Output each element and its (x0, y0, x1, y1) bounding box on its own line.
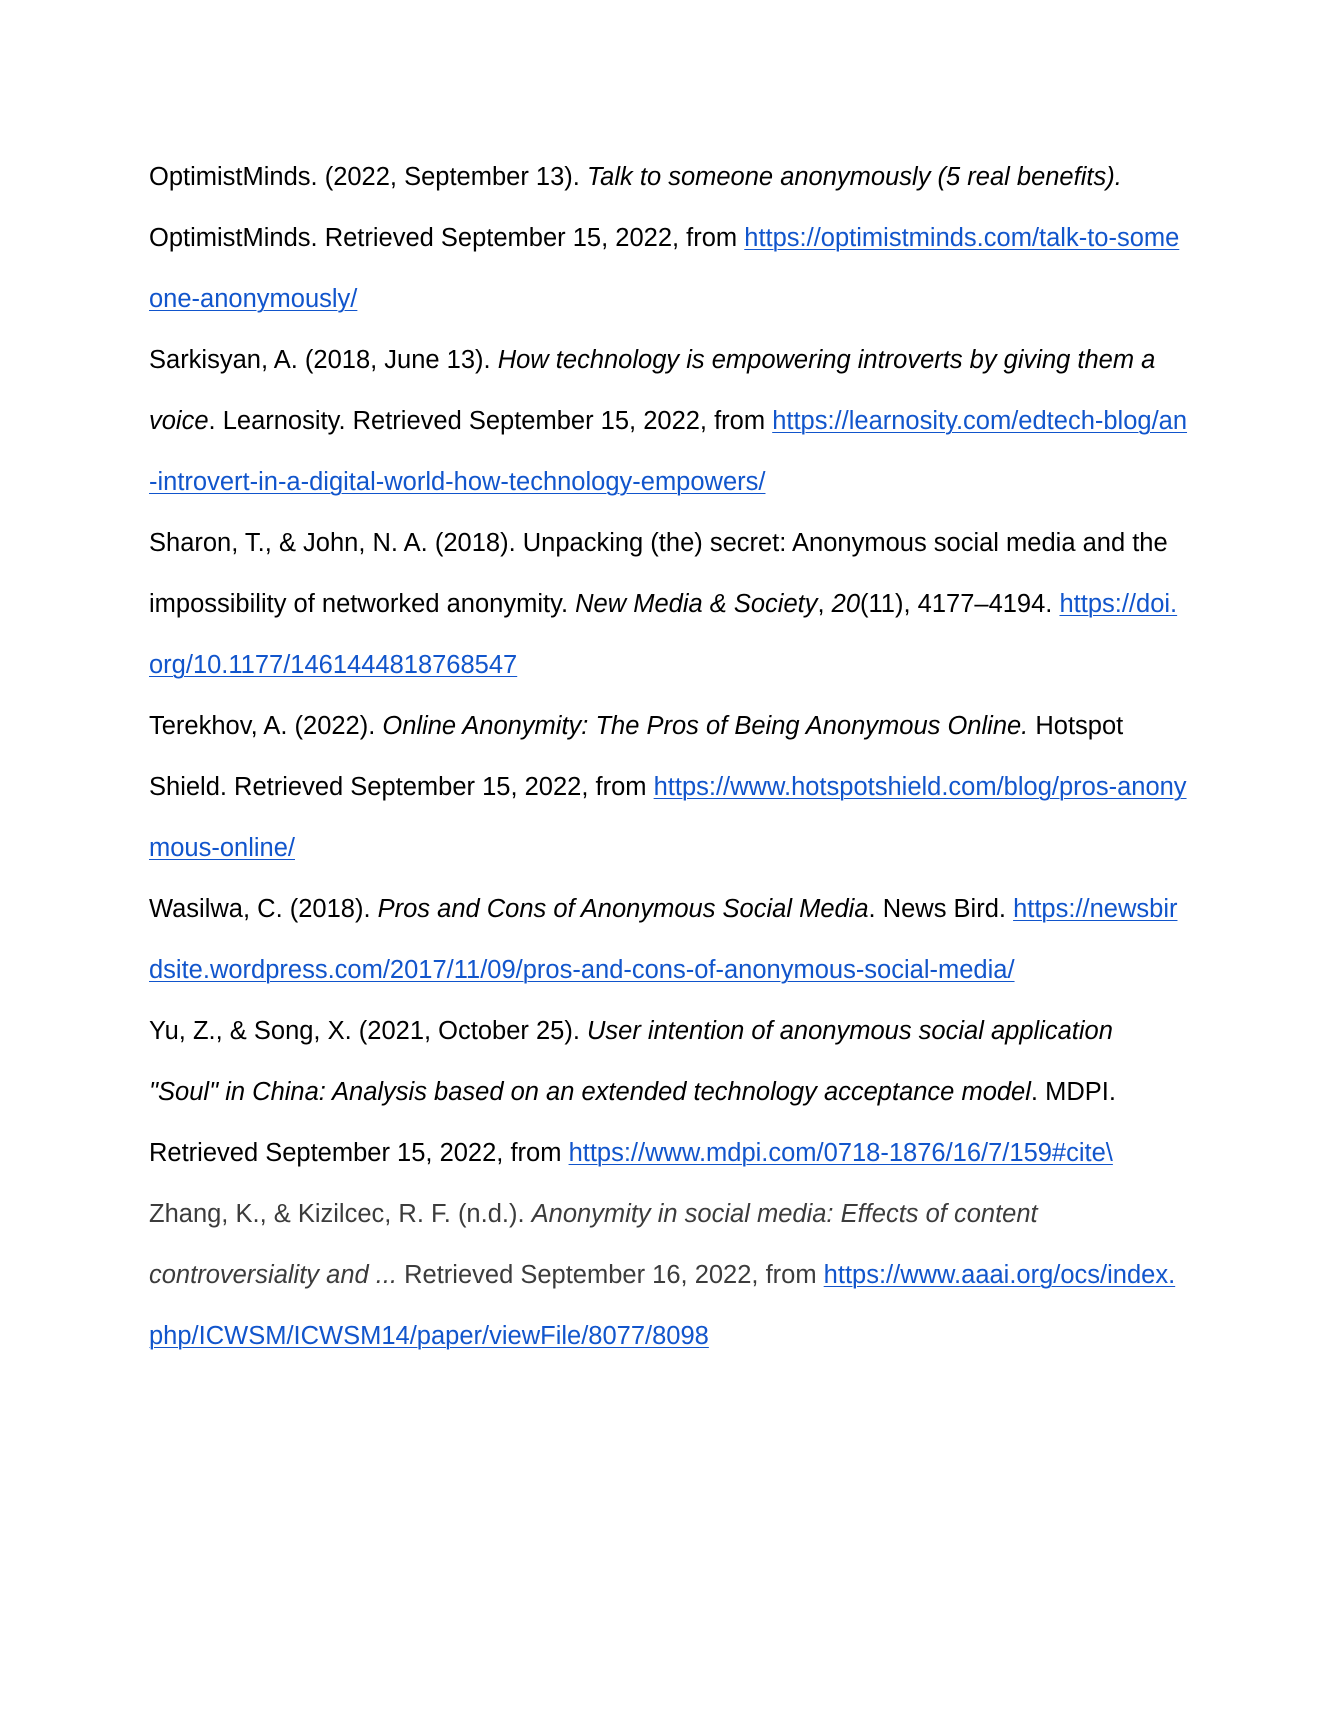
reference-title: Pros and Cons of Anonymous Social Media (377, 895, 869, 923)
reference-list (149, 147, 1189, 1367)
reference-sarkisyan (149, 330, 1189, 513)
reference-author-date: OptimistMinds. (2022, September 13). (149, 163, 587, 191)
reference-link[interactable]: https://newsbirdsite.wordpress.com/2017/11/09/pros-and-cons-of-anonymous-social-media/ (149, 895, 1178, 984)
reference-title: How technology is empowering introverts by giving them a voice (149, 346, 1156, 435)
reference-link[interactable]: https://www.aaai.org/ocs/index.php/ICWSM/ICWSM14/paper/viewFile/8077/8098 (149, 1261, 1176, 1350)
reference-author-date: Yu, Z., & Song, X. (2021, October 25). (149, 1017, 587, 1045)
reference-link[interactable]: https://www.hotspotshield.com/blog/pros-anonymous-online/ (149, 773, 1187, 862)
reference-title: Online Anonymity: The Pros of Being Anonymous Online. (382, 712, 1029, 740)
reference-journal: New Media & Society (575, 590, 818, 618)
reference-terekhov (149, 696, 1189, 879)
reference-author-date: Zhang, K., & Kizilcec, R. F. (n.d.). (149, 1200, 532, 1228)
reference-sharon-john (149, 513, 1189, 696)
reference-source: . MDPI. Retrieved September 15, 2022, from (149, 1078, 1116, 1167)
reference-source: . Learnosity. Retrieved September 15, 2022, from (208, 407, 773, 435)
reference-optimistminds (149, 147, 1189, 330)
reference-volume: 20 (831, 590, 861, 618)
reference-source: . News Bird. (868, 895, 1014, 923)
reference-title: Talk to someone anonymously (5 real benefits). (586, 163, 1122, 191)
reference-link[interactable]: https://optimistminds.com/talk-to-someone-anonymously/ (149, 224, 1180, 313)
reference-link[interactable]: https://doi.org/10.1177/1461444818768547 (149, 590, 1178, 679)
reference-wasilwa (149, 879, 1189, 1001)
reference-title: User intention of anonymous social application "Soul" in China: Analysis based on an extended technology acceptance model (149, 1017, 1113, 1106)
reference-zhang-kizilcec (149, 1184, 1189, 1367)
reference-author-date: Sarkisyan, A. (2018, June 13). (149, 346, 498, 374)
reference-source: OptimistMinds. Retrieved September 15, 2022, from (149, 224, 745, 252)
reference-author-date: Terekhov, A. (2022). (149, 712, 383, 740)
reference-source: Hotspot Shield. Retrieved September 15, 2022, from (149, 712, 1124, 801)
reference-source: Retrieved September 16, 2022, from (397, 1261, 824, 1289)
reference-link[interactable]: https://www.mdpi.com/0718-1876/16/7/159#cite\ (568, 1139, 1113, 1167)
reference-link[interactable]: https://learnosity.com/edtech-blog/an-introvert-in-a-digital-world-how-technology-empowers/ (149, 407, 1188, 496)
reference-issue-pages: (11), 4177–4194. (860, 590, 1060, 618)
reference-yu-song (149, 1001, 1189, 1184)
reference-author-title: Sharon, T., & John, N. A. (2018). Unpacking (the) secret: Anonymous social media and the impossibility of networked anonymity. (149, 529, 1168, 618)
reference-title: Anonymity in social media: Effects of content controversiality and ... (149, 1200, 1038, 1289)
reference-separator: , (817, 590, 832, 618)
reference-author-date: Wasilwa, C. (2018). (149, 895, 378, 923)
